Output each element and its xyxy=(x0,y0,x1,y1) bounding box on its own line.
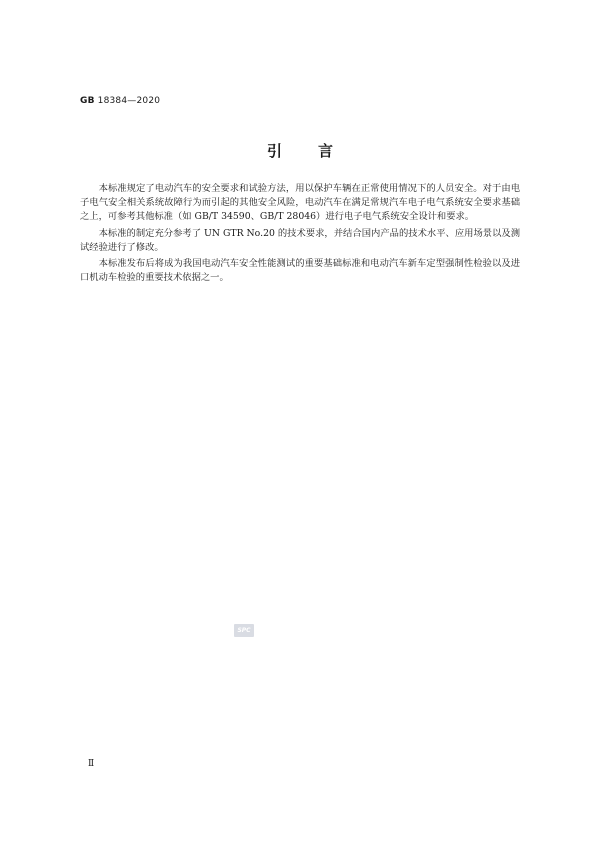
paragraph-2: 本标准的制定充分参考了 UN GTR No.20 的技术要求，并结合国内产品的技术水平、应用场景以及测试经验进行了修改。 xyxy=(80,227,520,253)
spc-watermark-logo: SPC xyxy=(234,624,254,637)
page-number: Ⅱ xyxy=(88,759,95,769)
standard-prefix: GB xyxy=(80,96,95,106)
section-title xyxy=(0,140,600,161)
introduction-body xyxy=(80,182,520,287)
title-char-2: 言 xyxy=(318,142,334,160)
standard-code xyxy=(80,96,160,106)
paragraph-1: 本标准规定了电动汽车的安全要求和试验方法，用以保护车辆在正常使用情况下的人员安全。对于由电子电气安全相关系统故障行为而引起的其他安全风险，电动汽车在满足常规汽车电子电气系统安全要求基础之上，可参考其他标准（如 GB/T 34590、GB/T 28046）进行电子电气系统安全设计和要求。 xyxy=(80,183,520,223)
standard-number: 18384—2020 xyxy=(97,96,161,106)
title-char-1: 引 xyxy=(266,142,282,160)
paragraph-3: 本标准发布后将成为我国电动汽车安全性能测试的重要基础标准和电动汽车新车定型强制性检验以及进口机动车检验的重要技术依据之一。 xyxy=(80,258,520,284)
